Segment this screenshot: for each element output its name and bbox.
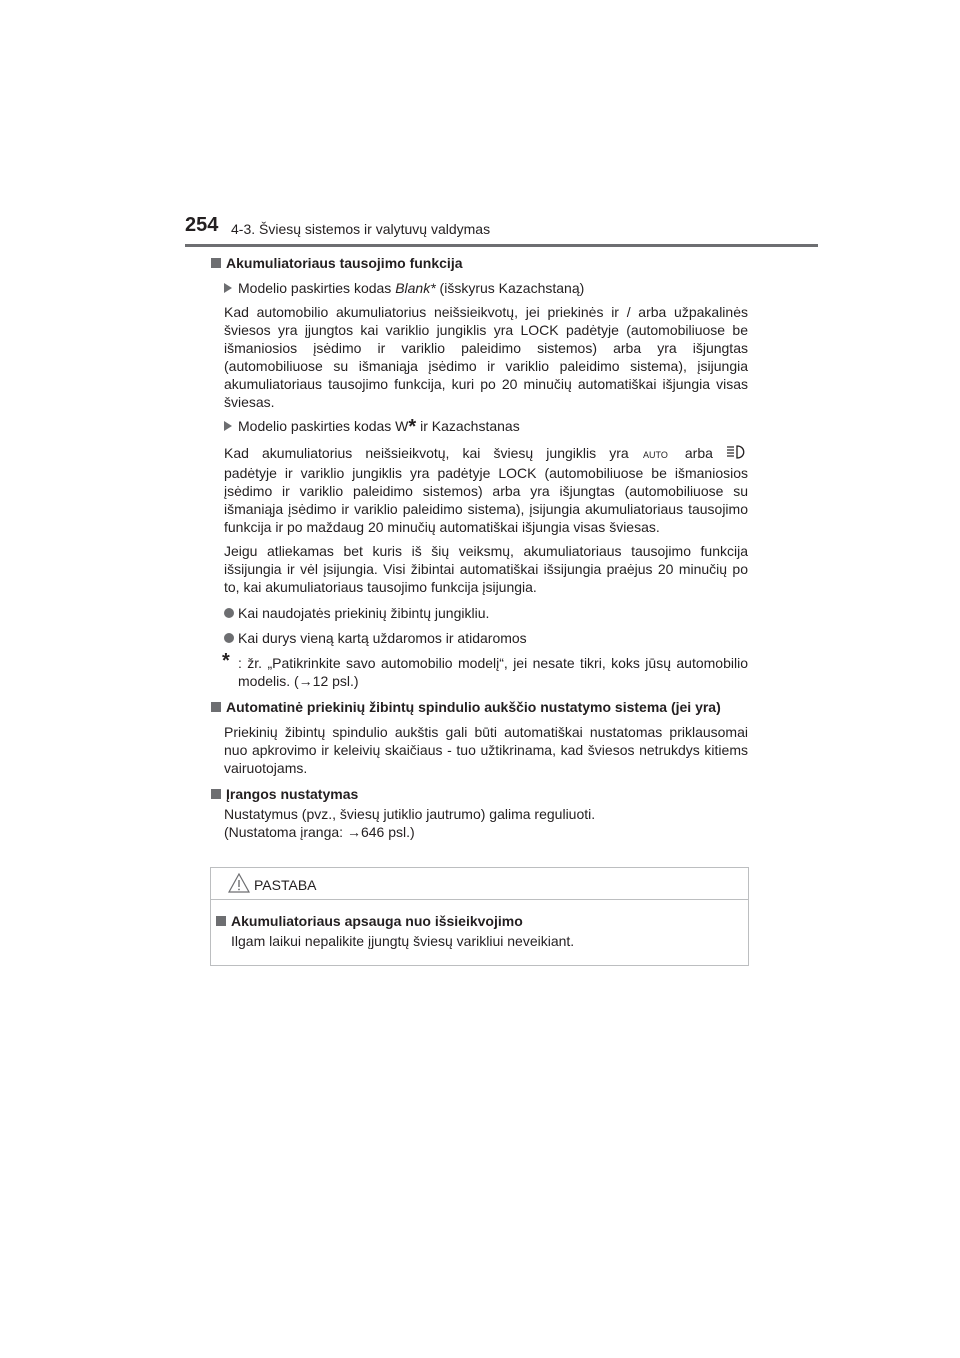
model-suffix: ir Kazachstanas xyxy=(416,418,520,434)
square-bullet-icon xyxy=(211,702,221,712)
dot-bullet-icon xyxy=(224,633,234,643)
caution-text: Ilgam laikui nepalikite įjungtų šviesų varikliui neveikiant. xyxy=(231,933,575,949)
square-bullet-icon xyxy=(211,258,221,268)
list-item-text: Kai naudojatės priekinių žibintų jungikliu. xyxy=(238,605,490,621)
paragraph-reset: Jeigu atliekamas bet kuris iš šių veiksmų, akumuliatoriaus tausojimo funkcija išsijungia ir vėl įsijungia. Visi žibintai automatiškai išsijungia praėjus 20 minučių po to, kai akumuliatoriaus tausojimo funkcija įsijungia. xyxy=(224,543,748,595)
model-code-w xyxy=(208,417,748,436)
list-item-text: Kai durys vieną kartą uždaromos ir atidaromos xyxy=(238,630,527,646)
footnote-star: * xyxy=(222,650,230,672)
customization-line: (Nustatoma įranga: →646 psl.) xyxy=(224,824,415,840)
model-code-blank xyxy=(208,279,748,297)
heading-text: Akumuliatoriaus tausojimo funkcija xyxy=(226,255,463,271)
paragraph-w-first-line xyxy=(224,444,748,464)
main-content xyxy=(208,254,748,841)
text-fragment: arba xyxy=(684,445,713,461)
text-fragment: Kad akumuliatorius neišsieikvotų, kai šviesų jungiklis yra xyxy=(224,445,629,461)
list-item xyxy=(208,604,748,622)
heading-battery-saver xyxy=(208,254,748,272)
model-code-italic: Blank* xyxy=(395,280,436,296)
triangle-bullet-icon xyxy=(224,283,232,293)
paragraph-w xyxy=(208,444,748,536)
paragraph-blank: Kad automobilio akumuliatorius neišsieikvotų, jei priekinės ir / arba užpakalinės šviesos yra įjungtos kai variklio jungiklis yra LOCK padėtyje (automobiliuose be išmaniosios įsėdimo ir variklio paleidimo sistemos) arba yra išjungtas (automobiliuose su išmaniąja įsėdimo ir variklio paleidimo sistema), įsijungia akumuliatoriaus tausojimo funkcija, kuri po 20 minučių automatiškai išjungia visas šviesas. xyxy=(224,304,748,410)
footnote-text: : žr. „Patikrinkite savo automobilio modelį“, jei nesate tikri, koks jūsų automobilio modelis. (→12 psl.) xyxy=(238,655,748,689)
header-rule xyxy=(185,244,818,247)
caution-heading xyxy=(213,912,743,930)
footnote xyxy=(208,650,748,690)
caution-box xyxy=(210,867,749,966)
paragraph-beam-level: Priekinių žibintų spindulio aukštis gali būti automatiškai nustatomas priklausomai nuo apkrovimo ir keleivių skaičiaus - tuo užtikrinama, kad šviesos netrukdys kitiems vairuotojams. xyxy=(224,724,748,776)
caution-title: Akumuliatoriaus apsauga nuo išsieikvojimo xyxy=(231,913,523,929)
square-bullet-icon xyxy=(216,916,226,926)
section-title: 4-3. Šviesų sistemos ir valytuvų valdymas xyxy=(231,221,491,237)
page-number: 254 xyxy=(185,214,219,236)
auto-switch-icon xyxy=(642,446,672,464)
model-suffix: (išskyrus Kazachstaną) xyxy=(435,280,585,296)
model-prefix: Modelio paskirties kodas W xyxy=(238,418,409,434)
heading-text: Įrangos nustatymas xyxy=(226,786,359,802)
warning-triangle-icon xyxy=(228,873,250,898)
heading-beam-level xyxy=(208,698,748,716)
dot-bullet-icon xyxy=(224,608,234,618)
footnote-star: * xyxy=(408,416,417,438)
heading-customization xyxy=(208,785,748,803)
heading-text: Automatinė priekinių žibintų spindulio aukščio nustatymo sistema (jei yra) xyxy=(226,699,721,715)
list-item xyxy=(208,629,748,647)
auto-icon-label: AUTO xyxy=(642,450,668,460)
paragraph-w-rest: padėtyje ir variklio jungiklis yra padėtyje LOCK (automobiliuose be išmaniosios įsėdimo ir variklio paleidimo sistemos) arba yra išjungtas (automobiliuose su išmaniąja įsėdimo ir variklio paleidimo sistema), įsijungia akumuliatoriaus tausojimo funkcija ir po maždaug 20 minučių automatiškai išjungia visas šviesas. xyxy=(224,465,748,535)
model-prefix: Modelio paskirties kodas xyxy=(238,280,396,296)
page-header xyxy=(0,0,960,250)
headlight-icon xyxy=(726,444,748,464)
square-bullet-icon xyxy=(211,789,221,799)
triangle-bullet-icon xyxy=(224,421,232,431)
caution-header xyxy=(211,868,748,900)
caution-label: PASTABA xyxy=(254,877,317,893)
customization-line: Nustatymus (pvz., šviesų jutiklio jautrumo) galima reguliuoti. xyxy=(224,806,596,822)
caution-body xyxy=(213,912,743,950)
